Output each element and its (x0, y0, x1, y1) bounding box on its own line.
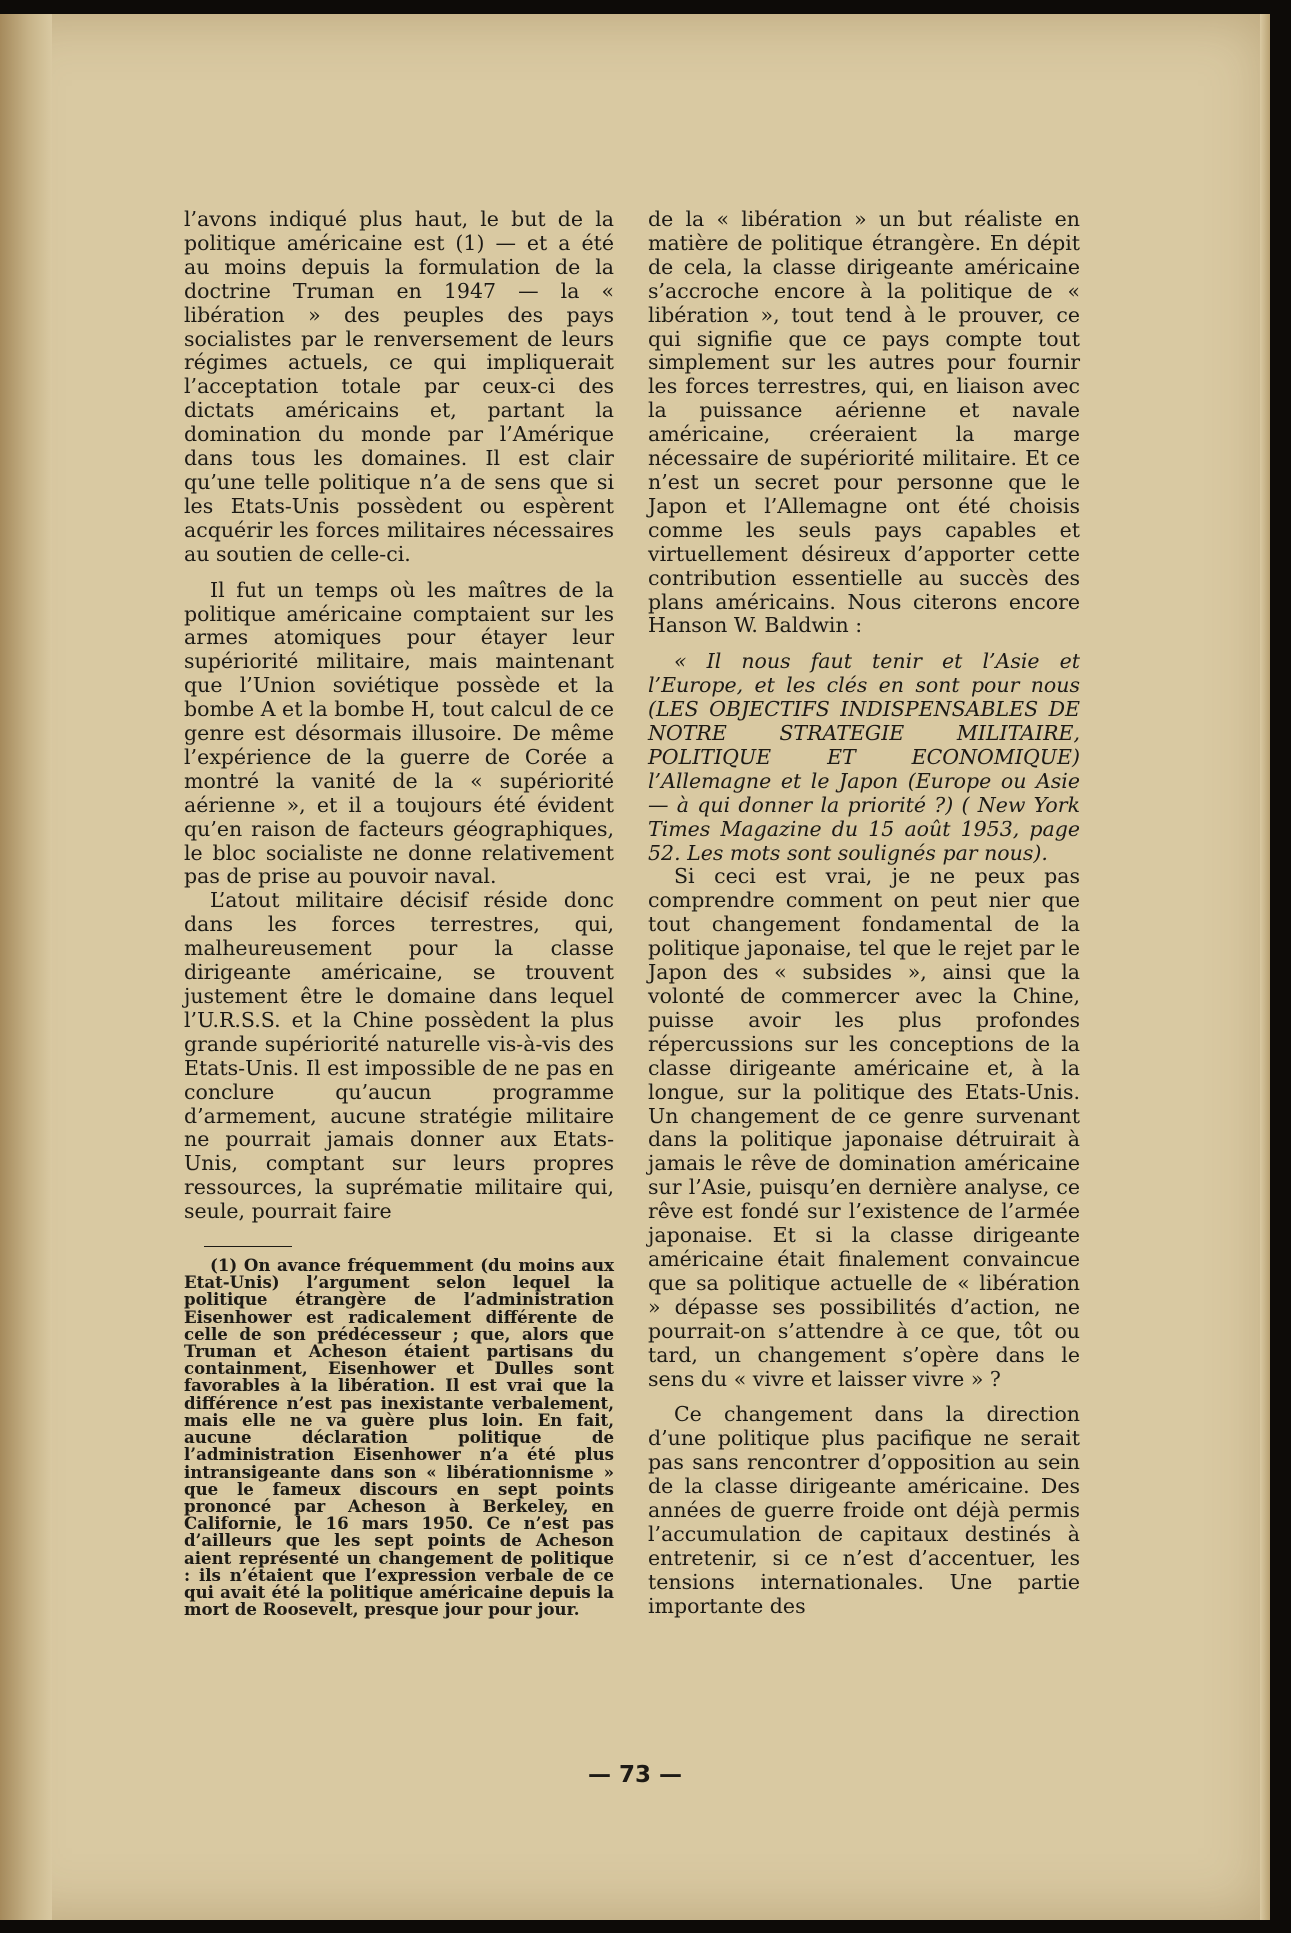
paragraph: Ce changement dans la direction d’une politique plus pacifique ne serait pas sans rencontrer d’opposition au sein de la classe dirigeante américaine. Des années de guerre froide ont déjà permis l’accumulation de capitaux destinés à entretenir, si ce n’est d’accentuer, les tensions internationales. Une partie importante des (648, 1402, 1080, 1618)
paragraph: L’atout militaire décisif réside donc dans les forces terrestres, qui, malheureusement pour la classe dirigeante américaine, se trouvent justement être le domaine dans lequel l’U.R.S.S. et la Chine possèdent la plus grande supériorité naturelle vis-à-vis des Etats-Unis. Il est impossible de ne pas en conclure qu’aucun programme d’armement, aucune stratégie militaire ne pourrait jamais donner aux Etats-Unis, comptant sur leurs propres ressources, la suprématie militaire qui, seule, pourrait faire (184, 888, 614, 1224)
page-gutter-shadow (0, 14, 52, 1920)
paragraph: Si ceci est vrai, je ne peux pas comprendre comment on peut nier que tout changement fondamental de la politique japonaise, tel que le rejet par le Japon des « subsides », ainsi que la volonté de commercer avec la Chine, puisse avoir les plus profondes répercussions sur les conceptions de la classe dirigeante américaine et, à la longue, sur la politique des Etats-Unis. Un changement de ce genre survenant dans la politique japonaise détruirait à jamais le rêve de domination américaine sur l’Asie, puisqu’en dernière analyse, ce rêve est fondé sur l’existence de l’armée japonaise. Et si la classe dirigeante américaine était finalement convaincue que sa politique actuelle de « libération » dépasse ses possibilités d’action, ne pourrait-on s’attendre à ce que, tôt ou tard, un changement s’opère dans le sens du « vivre et laisser vivre » ? (648, 864, 1080, 1391)
footnote: (1) On avance fréquemment (du moins aux Etat-Unis) l’argument selon lequel la politique étrangère de l’administration Eisenhower est radicalement différente de celle de son prédécesseur ; que, alors que Truman et Acheson étaient partisans du containment, Eisenhower et Dulles sont favorables à la libération. Il est vrai que la différence n’est pas inexistante verbalement, mais elle ne va guère plus loin. En fait, aucune déclaration politique de l’administration Eisenhower n’a été plus intransigeante dans son « libérationnisme » que le fameux discours en sept points prononcé par Acheson à Berkeley, en Californie, le 16 mars 1950. Ce n’est pas d’ailleurs que les sept points de Acheson aient représenté un changement de politique : ils n’étaient que l’expression verbale de ce qui avait été la politique américaine depuis la mort de Roosevelt, presque jour pour jour. (184, 1255, 614, 1620)
book-page (0, 14, 1270, 1920)
footnote-rule (204, 1246, 292, 1247)
right-column (648, 208, 1080, 1619)
paragraph: Il fut un temps où les maîtres de la politique américaine comptaient sur les armes atomiques pour étayer leur supériorité militaire, mais maintenant que l’Union soviétique possède et la bombe A et la bombe H, tout calcul de ce genre est désormais illusoire. De même l’expérience de la guerre de Corée a montré la vanité de la « supériorité aérienne », et il a toujours été évident qu’en raison de facteurs géographiques, le bloc socialiste ne donne relativement pas de prise au pouvoir naval. (184, 577, 614, 889)
left-column (184, 208, 614, 1618)
page-edge (1260, 14, 1270, 1920)
paragraph: de la « libération » un but réaliste en matière de politique étrangère. En dépit de cela, la classe dirigeante américaine s’accroche encore à la politique de « libération », tout tend à le prouver, ce qui signifie que ce pays compte tout simplement sur les autres pour fournir les forces terrestres, qui, en liaison avec la puissance aérienne et navale américaine, créeraient la marge nécessaire de supériorité militaire. Et ce n’est un secret pour personne que le Japon et l’Allemagne ont été choisis comme les seuls pays capables et virtuellement désireux d’apporter cette contribution essentielle au succès des plans américains. Nous citerons encore Hanson W. Baldwin : (648, 207, 1080, 638)
paragraph: l’avons indiqué plus haut, le but de la politique américaine est (1) — et a été au moins depuis la formulation de la doctrine Truman en 1947 — la « libération » des peuples des pays socialistes par le renversement de leurs régimes actuels, ce qui impliquerait l’acceptation totale par ceux-ci des dictats américains et, partant la domination du monde par l’Amérique dans tous les domaines. Il est clair qu’une telle politique n’a de sens que si les Etats-Unis possèdent ou espèrent acquérir les forces militaires nécessaires au soutien de celle-ci. (184, 207, 614, 566)
page-number: — 73 — (587, 1762, 683, 1788)
quotation: « Il nous faut tenir et l’Asie et l’Europe, et les clés en sont pour nous (LES OBJECTIFS INDISPENSABLES DE NOTRE STRATEGIE MILITAIRE, POLITIQUE ET ECONOMIQUE) l’Allemagne et le Japon (Europe ou Asie — à qui donner la priorité ?) ( New York Times Magazine du 15 août 1953, page 52. Les mots sont soulignés par nous). (648, 649, 1080, 865)
